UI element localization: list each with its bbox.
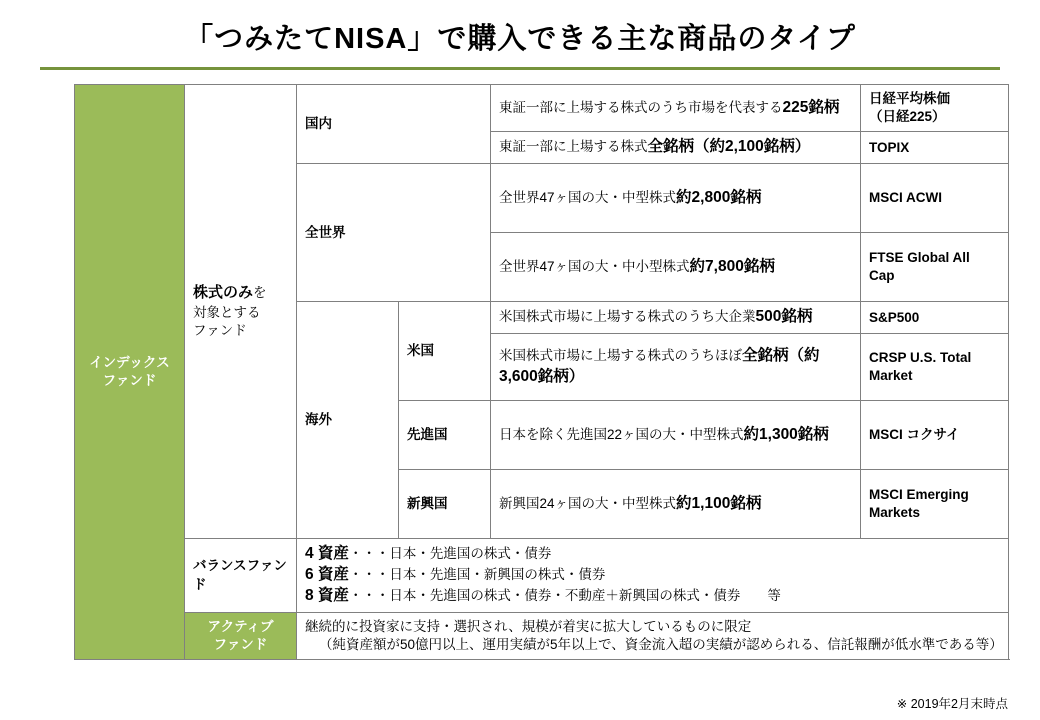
desc-text: 日本を除く先進国22ヶ国の大・中型株式 (499, 426, 744, 442)
desc-emphasis: 約1,300銘柄 (743, 425, 829, 443)
index-name-line1: S&P500 (869, 309, 920, 325)
title-underline (40, 67, 1000, 70)
index-name-line2: Market (869, 368, 913, 384)
region-overseas: 海外 (297, 302, 399, 539)
index-msci-kokusai (861, 401, 1009, 470)
index-sp500 (861, 302, 1009, 334)
table-row (75, 539, 1009, 613)
index-ftse-global-all-cap (861, 233, 1009, 302)
index-crsp-us-total-market (861, 334, 1009, 401)
index-name-line1: TOPIX (869, 139, 910, 155)
page-title: 「つみたてNISA」で購入できる主な商品のタイプ (184, 23, 856, 55)
desc-emphasis: 約7,800銘柄 (689, 257, 775, 275)
kind-equity-only (185, 85, 297, 539)
index-name-line2: （日経225） (869, 109, 946, 125)
index-name-line2: Markets (869, 505, 921, 521)
index-msci-emerging-markets (861, 470, 1009, 539)
desc-emphasis: 約1,100銘柄 (676, 494, 762, 512)
index-name-line1: MSCI Emerging (869, 487, 969, 503)
kind-equity-rest: を (253, 285, 267, 301)
subregion-developed: 先進国 (399, 401, 491, 470)
desc-text: 東証一部に上場する株式のうち市場を代表する (499, 99, 783, 115)
desc-developed-1300 (491, 401, 861, 470)
desc-text: 新興国24ヶ国の大・中型株式 (499, 495, 677, 511)
kind-equity-line3: ファンド (193, 322, 247, 338)
category-active-fund-line1: アクティブ (207, 619, 274, 635)
desc-text: 米国株式市場に上場する株式のうち大企業 (499, 309, 756, 325)
desc-emerging-1100 (491, 470, 861, 539)
index-name-line1: 日経平均株価 (869, 91, 950, 106)
category-index-fund-line2: ファンド (102, 373, 157, 389)
desc-emphasis: 約2,800銘柄 (676, 188, 762, 206)
balance-item-emphasis: 6 資産 (305, 566, 349, 584)
index-name-line1: CRSP U.S. Total (869, 350, 972, 366)
region-domestic: 国内 (297, 85, 491, 164)
desc-global-7800 (491, 233, 861, 302)
balance-item-emphasis: 4 資産 (305, 545, 349, 563)
active-fund-body (297, 613, 1009, 660)
desc-emphasis: 500銘柄 (755, 308, 813, 326)
desc-us-500 (491, 302, 861, 334)
desc-domestic-225 (491, 85, 861, 132)
desc-text: 東証一部に上場する株式 (499, 139, 648, 155)
subregion-emerging: 新興国 (399, 470, 491, 539)
balance-fund-label: バランスファンド (185, 539, 297, 613)
desc-us-all (491, 334, 861, 401)
table-row (75, 613, 1009, 660)
balance-item-text: ・・・日本・先進国・新興国の株式・債券 (348, 567, 606, 583)
desc-emphasis: 全銘柄（約2,100銘柄） (647, 138, 811, 156)
index-msci-acwi (861, 164, 1009, 233)
subregion-us: 米国 (399, 302, 491, 401)
balance-item (305, 586, 1000, 607)
category-index-fund-line1: インデックス (89, 355, 170, 371)
index-topix (861, 132, 1009, 164)
kind-equity-line2: 対象とする (193, 304, 261, 320)
index-name-line1: FTSE Global All (869, 250, 970, 266)
balance-fund-body (297, 539, 1009, 613)
balance-item (305, 565, 1000, 586)
index-name-line2: Cap (869, 268, 895, 284)
desc-domestic-all (491, 132, 861, 164)
desc-emphasis: 全銘柄（約3,600銘柄） (499, 347, 820, 386)
region-global: 全世界 (297, 164, 491, 302)
desc-emphasis: 225銘柄 (782, 98, 840, 116)
desc-text: 全世界47ヶ国の大・中型株式 (499, 189, 677, 205)
product-type-table (74, 84, 1008, 660)
balance-item-emphasis: 8 資産 (305, 587, 349, 605)
desc-global-2800 (491, 164, 861, 233)
desc-text: 全世界47ヶ国の大・中小型株式 (499, 258, 690, 274)
active-fund-line1: 継続的に投資家に支持・選択され、規模が着実に拡大しているものに限定 (305, 619, 752, 635)
index-nikkei225 (861, 85, 1009, 132)
category-index-fund (75, 85, 185, 660)
active-fund-line2: （純資産額が50億円以上、運用実績が5年以上で、資金流入超の実績が認められる、信託報酬が低水準である等） (319, 637, 1003, 653)
balance-item-text: ・・・日本・先進国の株式・債券・不動産＋新興国の株式・債券 等 (348, 588, 781, 604)
category-active-fund (185, 613, 297, 660)
footnote: ※ 2019年2月末時点 (896, 697, 1008, 711)
balance-item-text: ・・・日本・先進国の株式・債券 (348, 546, 552, 562)
index-name-line1: MSCI ACWI (869, 190, 942, 206)
kind-equity-bold: 株式のみ (193, 284, 254, 302)
table-row (75, 85, 1009, 132)
index-name-line1: MSCI コクサイ (869, 427, 960, 443)
balance-item (305, 544, 1000, 565)
category-active-fund-line2: ファンド (213, 637, 268, 653)
desc-text: 米国株式市場に上場する株式のうちほぼ (499, 348, 742, 364)
